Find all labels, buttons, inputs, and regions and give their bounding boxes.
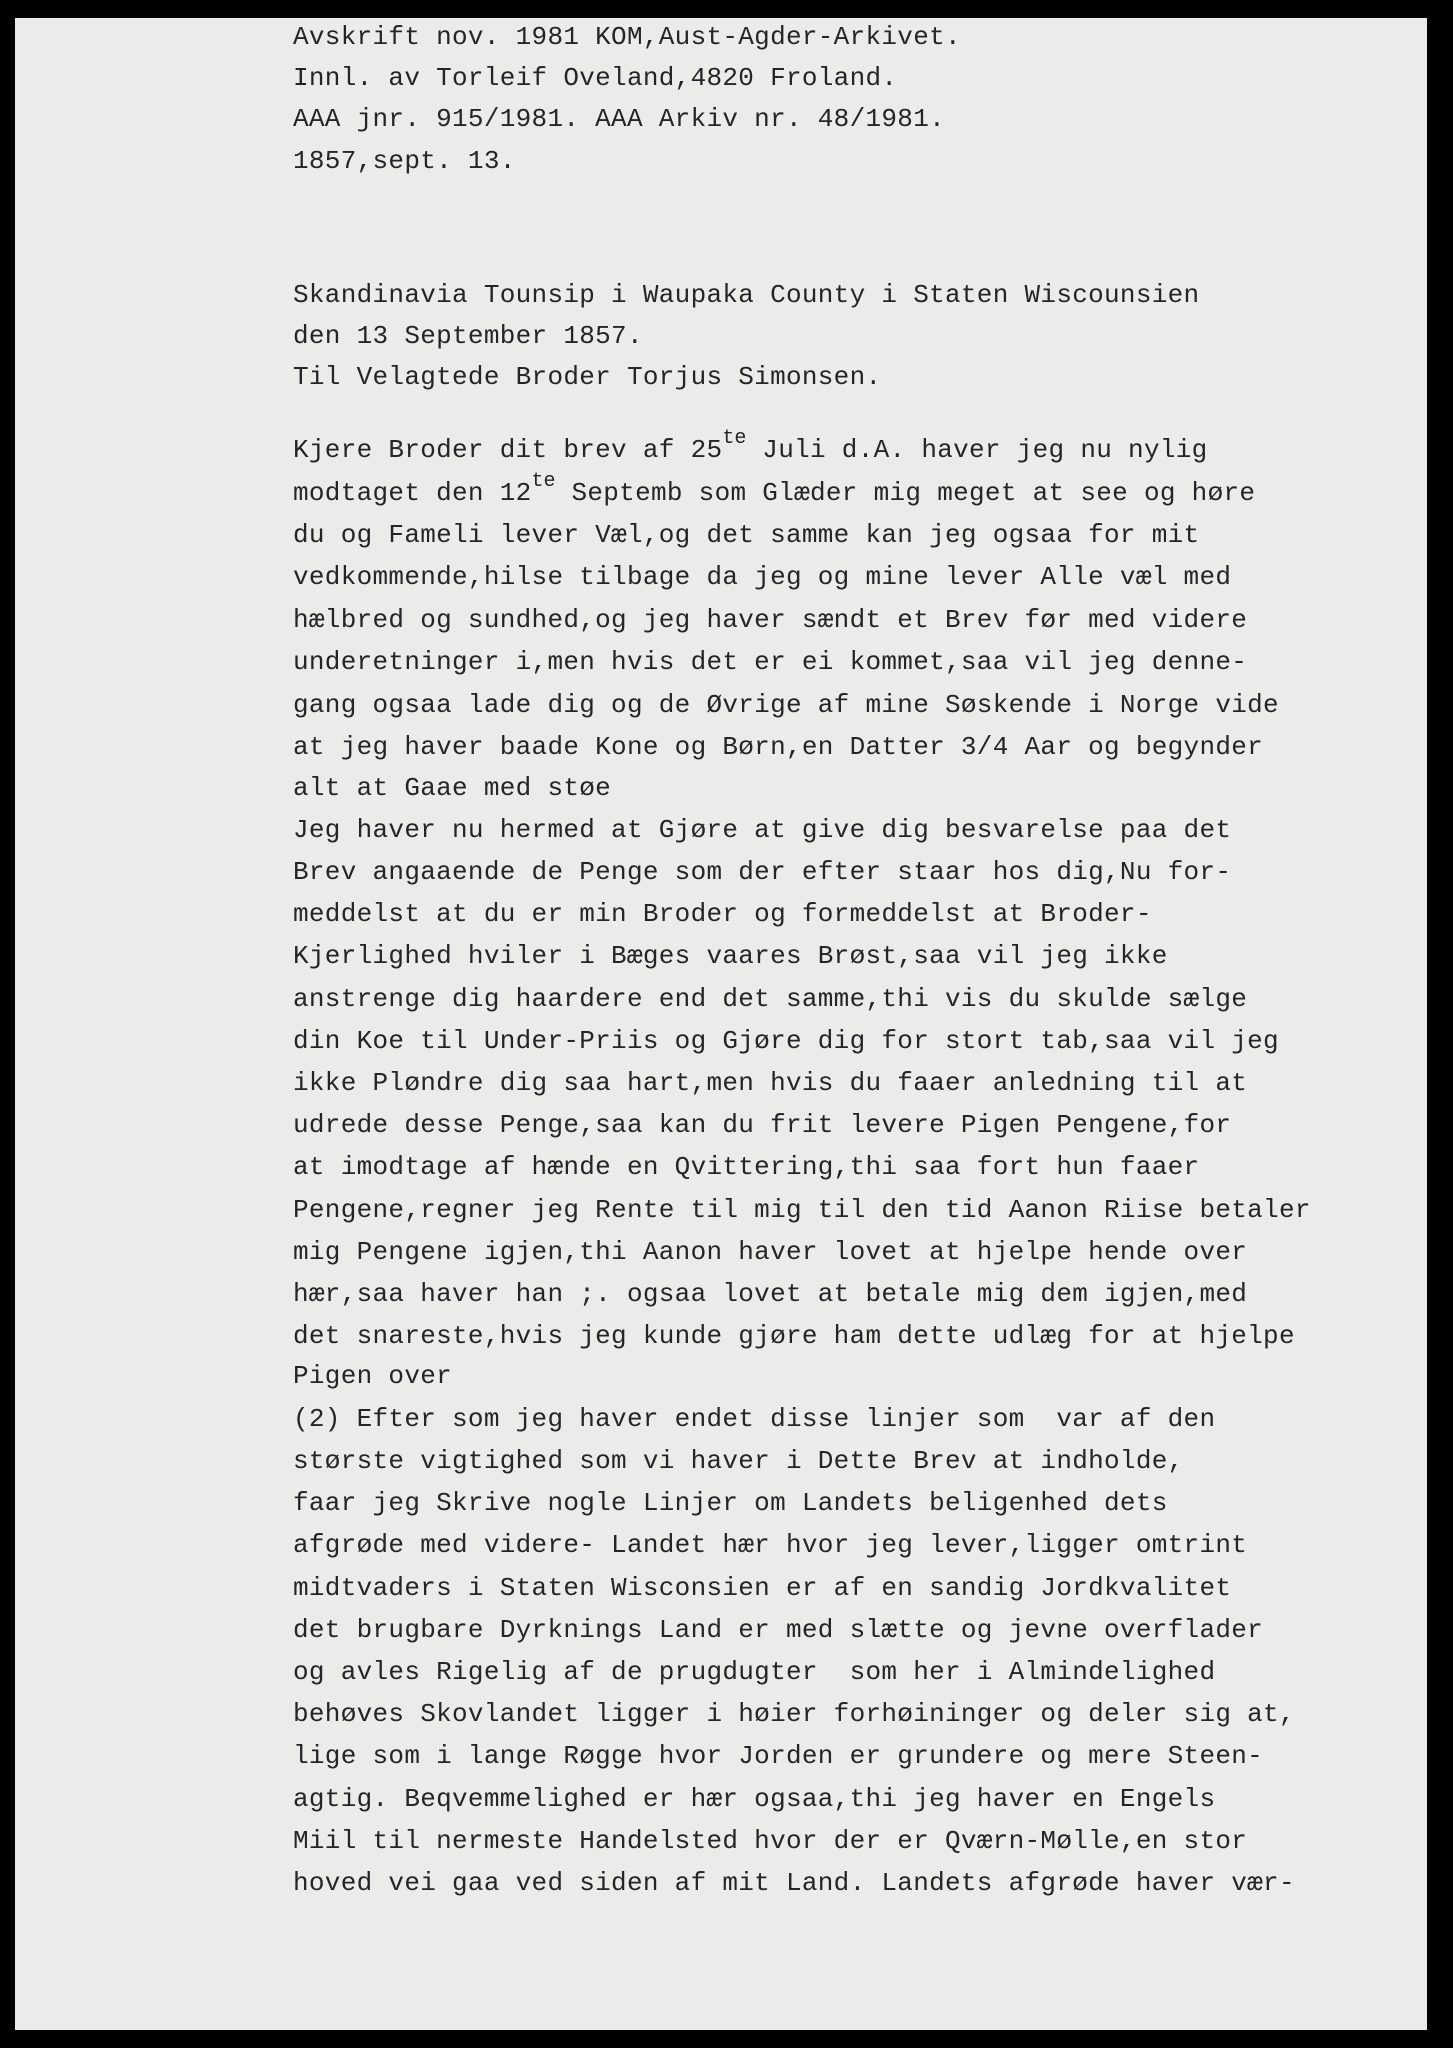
body-line-12: meddelst at du er min Broder og formeddelst at Broder- [293,899,1152,929]
body-line-2 [293,470,1256,511]
header-line-2: Innl. av Torleif Oveland,4820 Froland. [293,63,898,93]
letter-salutation: Til Velagtede Broder Torjus Simonsen. [293,362,882,392]
body-line-13: Kjerlighed hviler i Bæges vaares Brøst,saa vil jeg ikke [293,941,1168,971]
body-line-1 [293,427,1208,468]
body-line-3: du og Fameli lever Væl,og det samme kan jeg ogsaa for mit [293,520,1200,550]
body-line-15: din Koe til Under-Priis og Gjøre dig for stort tab,saa vil jeg [293,1026,1279,1056]
body-line-4: vedkommende,hilse tilbage da jeg og mine lever Alle væl med [293,562,1232,592]
body-line-24: (2) Efter som jeg haver endet disse linjer som var af den [293,1404,1216,1434]
body-line-5: hælbred og sundhed,og jeg haver sændt et Brev før med videre [293,605,1248,635]
body-text: modtaget den 12 [293,478,532,508]
header-line-1: Avskrift nov. 1981 KOM,Aust-Agder-Arkivet. [293,22,961,52]
body-line-18: at imodtage af hænde en Qvittering,thi saa fort hun faaer [293,1152,1200,1182]
letter-date-line: den 13 September 1857. [293,321,643,351]
header-line-3: AAA jnr. 915/1981. AAA Arkiv nr. 48/1981. [293,104,946,134]
body-line-6: underetninger i,men hvis det er ei kommet,saa vil jeg denne- [293,647,1248,677]
header-line-4: 1857,sept. 13. [293,146,516,176]
body-text: Kjere Broder dit brev af 25 [293,435,723,465]
body-line-9: alt at Gaae med støe [293,773,612,803]
body-line-20: mig Pengene igjen,thi Aanon haver lovet at hjelpe hende over [293,1237,1248,1267]
body-line-14: anstrenge dig haardere end det samme,thi vis du skulde sælge [293,984,1248,1014]
body-line-22: det snareste,hvis jeg kunde gjøre ham dette udlæg for at hjelpe [293,1321,1295,1351]
body-line-8: at jeg haver baade Kone og Børn,en Datter 3/4 Aar og begynder [293,732,1264,762]
document-page [15,18,1427,2030]
body-line-28: midtvaders i Staten Wisconsien er af en sandig Jordkvalitet [293,1573,1232,1603]
body-line-31: behøves Skovlandet ligger i høier forhøininger og deler sig at, [293,1699,1295,1729]
body-text: Juli d.A. haver jeg nu nylig [746,435,1208,465]
body-line-16: ikke Pløndre dig saa hart,men hvis du faaer anledning til at [293,1068,1248,1098]
body-line-34: Miil til nermeste Handelsted hvor der er Qværn-Mølle,en stor [293,1826,1248,1856]
body-line-7: gang ogsaa lade dig og de Øvrige af mine Søskende i Norge vide [293,690,1279,720]
body-text: Septemb som Glæder mig meget at see og høre [555,478,1256,508]
body-line-21: hær,saa haver han ;. ogsaa lovet at betale mig dem igjen,med [293,1279,1248,1309]
body-line-11: Brev angaaende de Penge som der efter staar hos dig,Nu for- [293,857,1232,887]
body-line-25: største vigtighed som vi haver i Dette Brev at indholde, [293,1446,1184,1476]
body-line-10: Jeg haver nu hermed at Gjøre at give dig besvarelse paa det [293,815,1232,845]
letter-place-line: Skandinavia Tounsip i Waupaka County i Staten Wiscounsien [293,280,1200,310]
body-line-23: Pigen over [293,1361,453,1391]
body-line-29: det brugbare Dyrknings Land er med slætte og jevne overflader [293,1615,1264,1645]
body-line-19: Pengene,regner jeg Rente til mig til den tid Aanon Riise betaler [293,1195,1311,1225]
body-line-33: agtig. Beqvemmelighed er hær ogsaa,thi jeg haver en Engels [293,1784,1216,1814]
body-line-30: og avles Rigelig af de prugdugter som her i Almindelighed [293,1657,1216,1687]
body-line-17: udrede desse Penge,saa kan du frit levere Pigen Pengene,for [293,1110,1232,1140]
body-line-26: faar jeg Skrive nogle Linjer om Landets beligenhed dets [293,1488,1168,1518]
body-line-27: afgrøde med videre- Landet hær hvor jeg lever,ligger omtrint [293,1530,1248,1560]
superscript-te: te [531,470,556,493]
body-line-35: hoved vei gaa ved siden af mit Land. Landets afgrøde haver vær- [293,1868,1295,1898]
superscript-te: te [722,427,747,450]
body-line-32: lige som i lange Røgge hvor Jorden er grundere og mere Steen- [293,1741,1264,1771]
